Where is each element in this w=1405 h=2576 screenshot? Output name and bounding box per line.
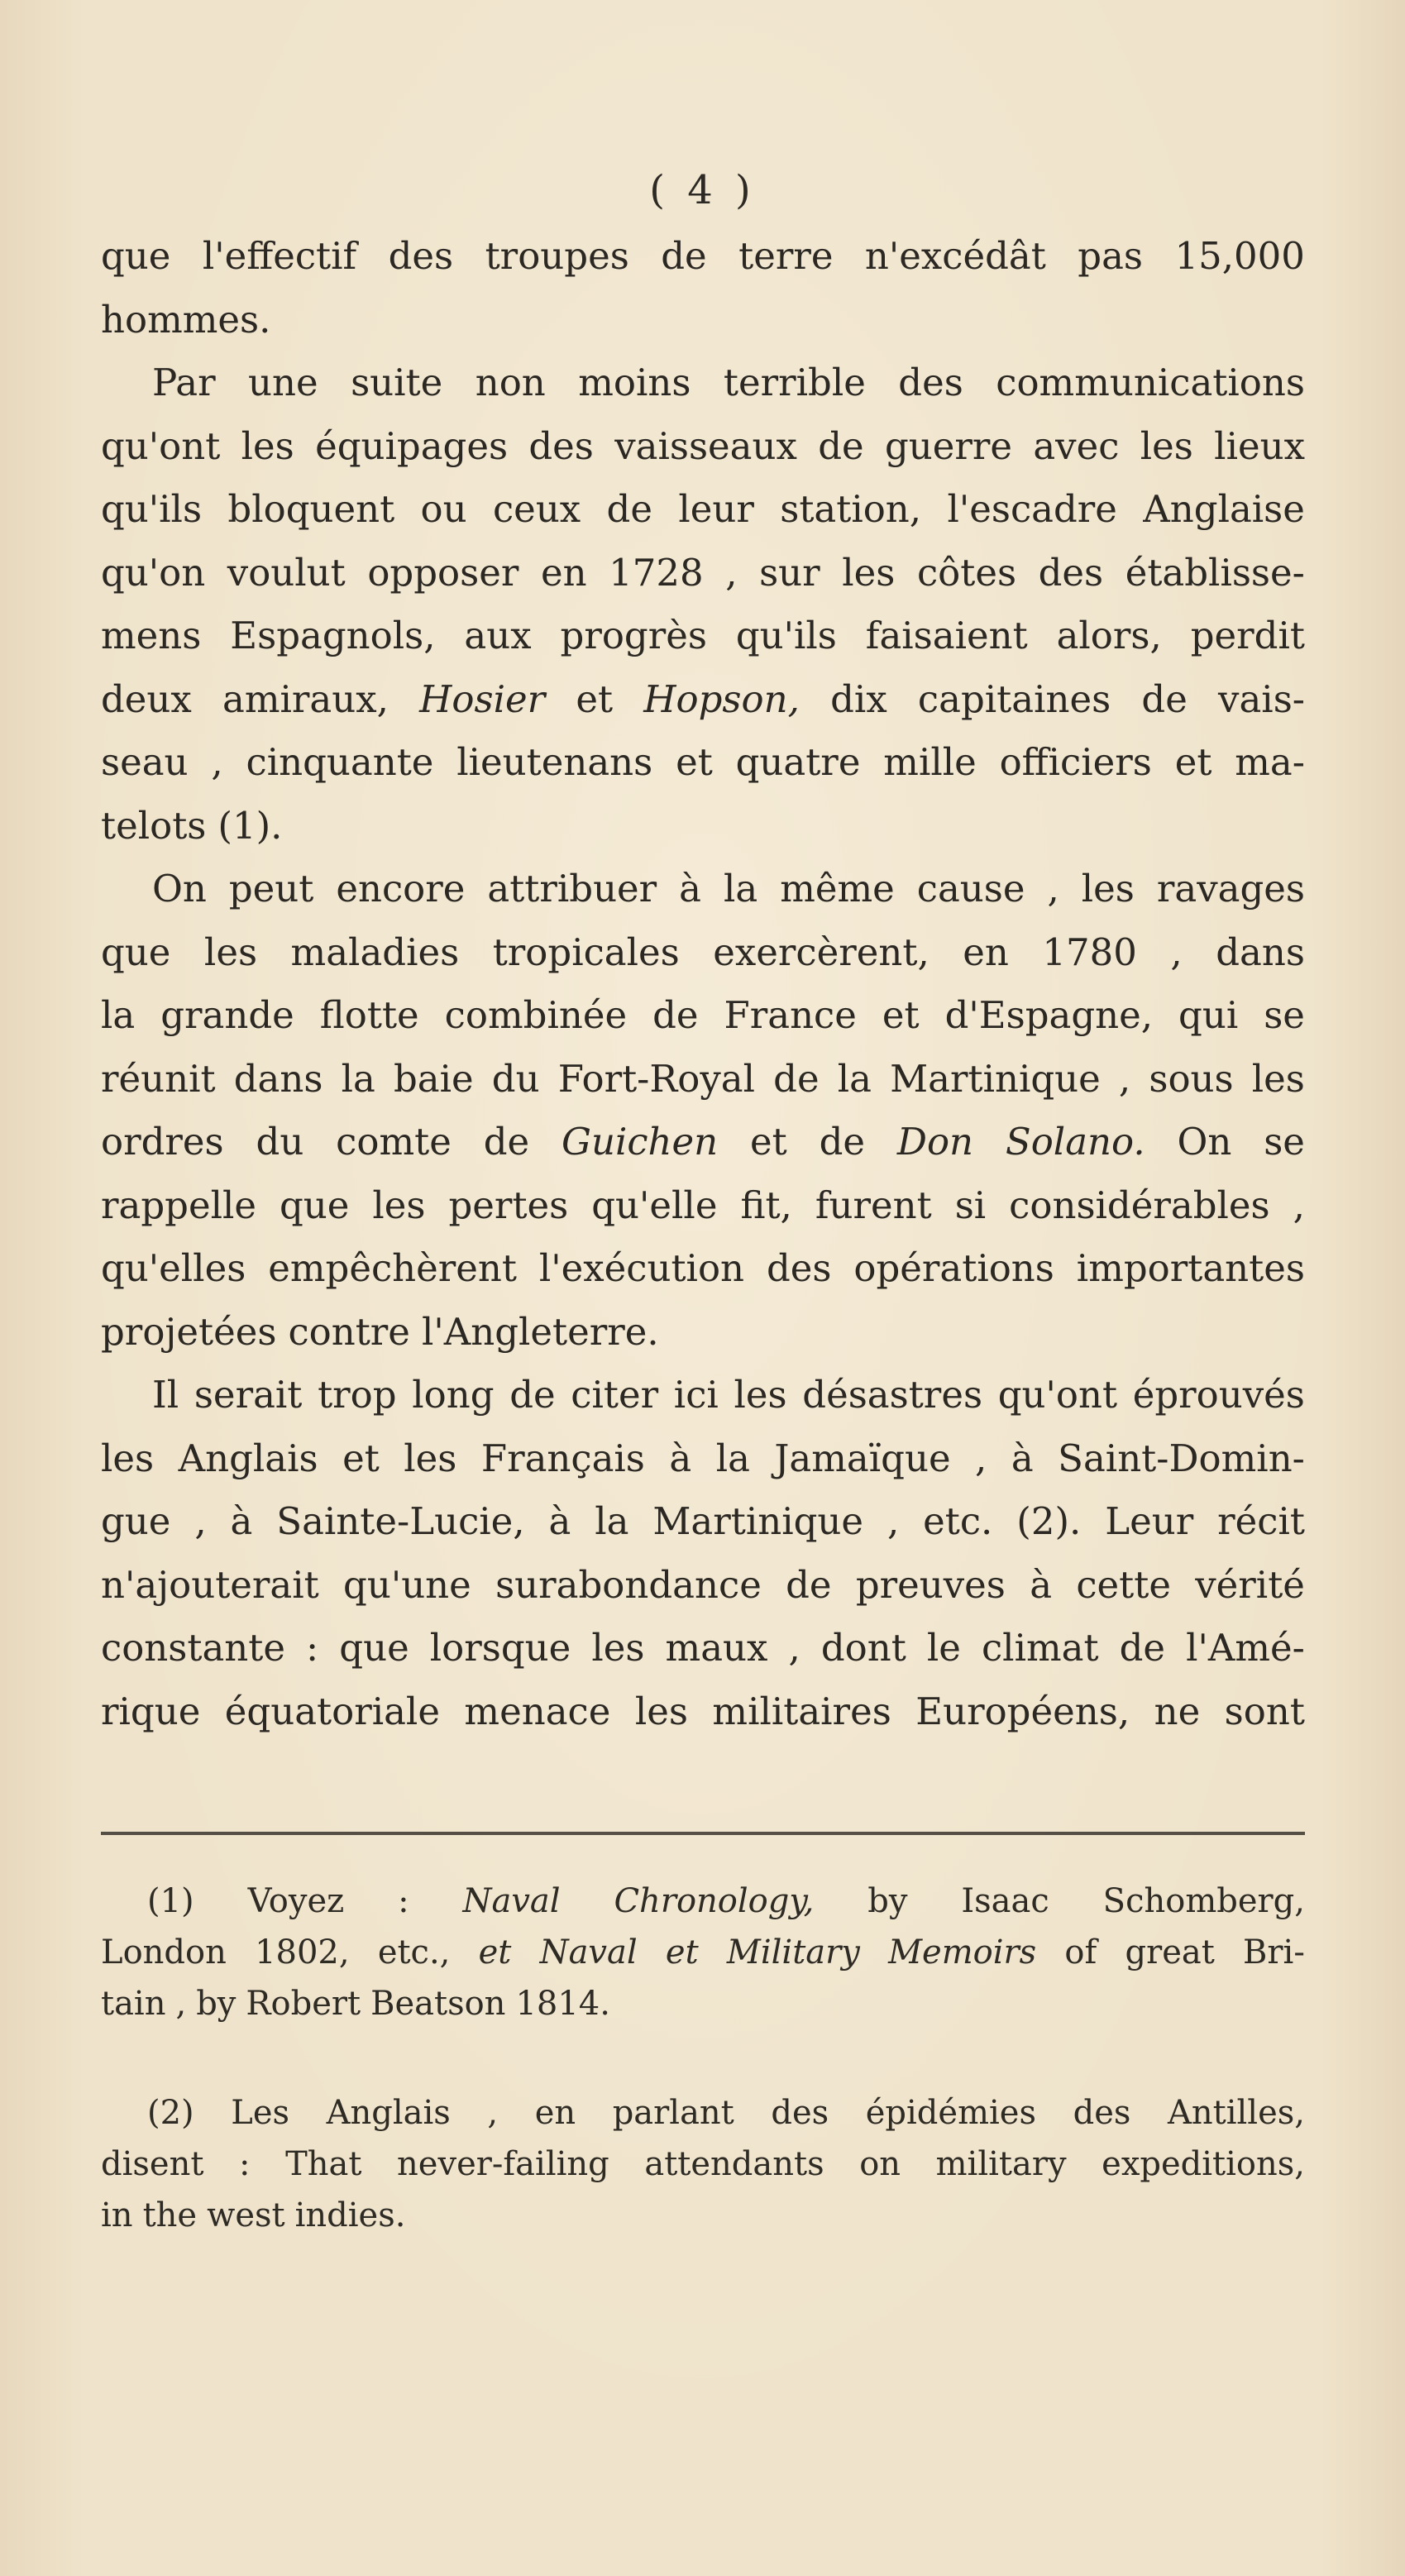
- word: importantes: [1076, 1246, 1305, 1290]
- word: Anglaise: [1143, 487, 1305, 531]
- word: lieux: [1214, 423, 1305, 468]
- word: cette: [1076, 1562, 1171, 1607]
- word: et: [576, 676, 614, 721]
- word: Guichen: [562, 1120, 719, 1164]
- word: exercèrent,: [713, 930, 929, 974]
- word: militaires: [712, 1689, 891, 1733]
- text-line: [101, 858, 1305, 921]
- word: de: [661, 234, 707, 278]
- word: 1780: [1042, 930, 1137, 974]
- word: et: [342, 1436, 380, 1480]
- page-number: ( 4 ): [649, 167, 756, 213]
- word: peut: [228, 867, 314, 910]
- word: de: [773, 1056, 820, 1101]
- word: deux: [101, 676, 192, 721]
- word: qu'ont: [101, 423, 221, 468]
- word: et: [665, 1933, 699, 1971]
- word: Schomberg,: [1102, 1882, 1305, 1920]
- word: ,: [886, 1499, 900, 1543]
- text-line: [101, 1617, 1305, 1680]
- word: l'Amé-: [1186, 1626, 1305, 1670]
- word: ne: [1154, 1689, 1201, 1733]
- word: ,: [1118, 1056, 1131, 1101]
- word: terrible: [723, 361, 866, 404]
- word: climat: [981, 1626, 1099, 1670]
- word: Anglais: [326, 2094, 451, 2132]
- word: encore: [336, 867, 466, 910]
- word: ravages: [1156, 867, 1305, 910]
- word: en: [534, 2094, 576, 2132]
- word: voulut: [227, 550, 346, 595]
- word: expeditions,: [1102, 2145, 1305, 2183]
- word: contre: [288, 1309, 410, 1354]
- word: à: [669, 1436, 692, 1480]
- text-line: [101, 1554, 1305, 1618]
- word: telots: [101, 803, 207, 848]
- word: ordres: [101, 1120, 224, 1164]
- word: Don: [896, 1120, 974, 1164]
- word: à: [548, 1499, 571, 1543]
- word: Memoirs: [888, 1933, 1037, 1971]
- text-line: [101, 415, 1305, 479]
- text-line: [101, 1111, 1305, 1174]
- footnotes: [101, 1876, 1305, 2241]
- word: les: [1081, 867, 1135, 910]
- word: de: [819, 1120, 866, 1164]
- word: éprouvés: [1132, 1373, 1305, 1417]
- footnote-1: [101, 1876, 1305, 2029]
- text-line: [101, 478, 1305, 542]
- word: la: [837, 1056, 872, 1101]
- word: ,: [175, 1985, 187, 2023]
- word: trop: [318, 1373, 397, 1417]
- text-line: [101, 1174, 1305, 1238]
- word: 1802,: [255, 1933, 350, 1971]
- word: la: [341, 1056, 375, 1101]
- text-line: [101, 1680, 1305, 1744]
- word: des: [766, 1246, 832, 1290]
- word: Voyez: [247, 1882, 345, 1920]
- footnote-gap: [101, 2029, 1305, 2087]
- word: 1728: [609, 550, 704, 595]
- word: et: [882, 993, 920, 1037]
- word: (2): [147, 2094, 194, 2132]
- word: alors,: [1056, 614, 1162, 657]
- word: à: [1030, 1562, 1053, 1607]
- word: Solano.: [1005, 1120, 1145, 1164]
- word: etc.: [923, 1499, 993, 1543]
- word: :: [398, 1882, 409, 1920]
- word: des: [898, 361, 963, 404]
- word: les: [842, 550, 896, 595]
- word: réunit: [101, 1056, 216, 1101]
- word: dans: [233, 1056, 323, 1101]
- word: France: [724, 993, 857, 1037]
- word: dix: [830, 676, 887, 721]
- word: long: [412, 1373, 495, 1417]
- word: mens: [101, 614, 202, 657]
- word: à: [230, 1499, 253, 1543]
- word: l'exécution: [538, 1246, 745, 1290]
- word: qu'ont: [997, 1373, 1118, 1417]
- word: Jamaïque: [774, 1436, 951, 1480]
- word: ,: [1047, 867, 1059, 910]
- word: preuves: [855, 1562, 1006, 1607]
- word: That: [285, 2145, 362, 2183]
- word: les: [591, 1626, 645, 1670]
- text-line: [101, 1427, 1305, 1491]
- word: station,: [780, 487, 922, 531]
- word: qu'elle: [591, 1183, 718, 1227]
- word: ma-: [1235, 740, 1305, 784]
- word: citer: [571, 1373, 659, 1417]
- word: en: [963, 930, 1009, 974]
- word: grande: [160, 993, 294, 1037]
- word: 15,000: [1174, 234, 1305, 278]
- word: se: [1264, 993, 1305, 1037]
- word: épidémies: [865, 2094, 1037, 2132]
- text-line: [101, 351, 1305, 415]
- word: furent: [815, 1183, 932, 1227]
- word: Il: [152, 1373, 179, 1417]
- word: moins: [578, 361, 691, 404]
- word: la: [101, 993, 136, 1037]
- word: la: [595, 1499, 629, 1543]
- word: qu'une: [343, 1562, 471, 1607]
- word: west: [207, 2196, 285, 2234]
- word: qu'elles: [101, 1246, 246, 1290]
- word: si: [954, 1183, 987, 1227]
- word: et: [1174, 740, 1212, 784]
- word: se: [1264, 1120, 1305, 1164]
- word: qu'ils: [735, 614, 837, 657]
- word: projetées: [101, 1309, 277, 1354]
- word: ,: [211, 740, 223, 784]
- text-line: [101, 795, 1305, 858]
- text-line: [101, 1301, 1305, 1364]
- word: les: [1140, 423, 1193, 468]
- word: tain: [101, 1985, 166, 2023]
- word: Isaac: [961, 1882, 1049, 1920]
- word: de: [818, 423, 864, 468]
- word: seau: [101, 740, 189, 784]
- body-text: [101, 225, 1305, 1743]
- word: sous: [1149, 1056, 1234, 1101]
- word: la: [723, 867, 758, 910]
- word: n'ajouterait: [101, 1562, 319, 1607]
- word: etc.,: [377, 1933, 451, 1971]
- word: Robert: [246, 1985, 361, 2023]
- word: sur: [759, 550, 820, 595]
- footnote-line: [101, 2087, 1305, 2139]
- word: les: [241, 423, 294, 468]
- text-line: [101, 921, 1305, 985]
- word: (1).: [217, 803, 283, 848]
- word: baie: [393, 1056, 474, 1101]
- word: établisse-: [1125, 550, 1305, 595]
- word: des: [1073, 2094, 1131, 2132]
- word: menace: [464, 1689, 611, 1733]
- word: l'Angleterre.: [421, 1309, 659, 1354]
- word: maladies: [290, 930, 460, 974]
- word: que: [101, 234, 171, 278]
- word: à: [1011, 1436, 1034, 1480]
- word: Martinique: [652, 1499, 864, 1543]
- word: et: [478, 1933, 512, 1971]
- word: aux: [464, 614, 532, 657]
- word: quatre: [735, 740, 861, 784]
- word: attendants: [644, 2145, 824, 2183]
- word: côtes: [916, 550, 1017, 595]
- word: équipages: [315, 423, 509, 468]
- word: les: [1251, 1056, 1305, 1101]
- word: même: [780, 867, 895, 910]
- word: des: [1038, 550, 1104, 595]
- word: Fort-Royal: [557, 1056, 755, 1101]
- word: the: [142, 2196, 198, 2234]
- footnote-line: [101, 2139, 1305, 2190]
- text-line: [101, 1364, 1305, 1427]
- footnote-line: [101, 1876, 1305, 1927]
- word: troupes: [485, 234, 629, 278]
- word: Hosier: [419, 676, 546, 721]
- text-line: [101, 731, 1305, 795]
- word: mille: [883, 740, 977, 784]
- word: Sainte-Lucie,: [276, 1499, 525, 1543]
- text-line: [101, 542, 1305, 605]
- word: des: [528, 423, 594, 468]
- word: à: [679, 867, 702, 910]
- word: 1814.: [515, 1985, 610, 2023]
- word: considérables: [1009, 1183, 1270, 1227]
- word: flotte: [319, 993, 419, 1037]
- word: l'escadre: [947, 487, 1117, 531]
- word: ,: [487, 2094, 499, 2132]
- word: de: [606, 487, 652, 531]
- text-line: [101, 984, 1305, 1048]
- word: l'effectif: [202, 234, 357, 278]
- word: Les: [231, 2094, 290, 2132]
- word: que: [339, 1626, 409, 1670]
- word: comte: [336, 1120, 452, 1164]
- word: gue: [101, 1499, 171, 1543]
- word: London: [101, 1933, 227, 1971]
- word: maux: [665, 1626, 768, 1670]
- word: dans: [1216, 930, 1305, 974]
- word: surabondance: [495, 1562, 762, 1607]
- word: Chronology,: [614, 1882, 815, 1920]
- word: lorsque: [429, 1626, 571, 1670]
- word: ici: [673, 1373, 719, 1417]
- word: great: [1125, 1933, 1215, 1971]
- word: of: [1064, 1933, 1097, 1971]
- word: des: [388, 234, 454, 278]
- word: Anglais: [178, 1436, 318, 1480]
- word: des: [771, 2094, 829, 2132]
- word: les: [372, 1183, 426, 1227]
- footnote-line: [101, 1978, 1305, 2029]
- word: hommes.: [101, 297, 271, 342]
- word: que: [101, 930, 171, 974]
- word: une: [248, 361, 318, 404]
- word: dont: [820, 1626, 906, 1670]
- word: les: [404, 1436, 457, 1480]
- word: équatoriale: [224, 1689, 440, 1733]
- word: progrès: [560, 614, 707, 657]
- footnote-2: [101, 2087, 1305, 2241]
- word: attribuer: [487, 867, 657, 910]
- word: que: [279, 1183, 350, 1227]
- word: On: [1177, 1120, 1232, 1164]
- word: :: [306, 1626, 319, 1670]
- word: empêchèrent: [268, 1246, 517, 1290]
- word: d'Espagne,: [944, 993, 1154, 1037]
- text-line: [101, 289, 1305, 352]
- word: Par: [152, 361, 216, 404]
- word: et: [676, 740, 713, 784]
- word: military: [935, 2145, 1067, 2183]
- word: ,: [1293, 1183, 1305, 1227]
- footnote-line: [101, 1927, 1305, 1978]
- word: les: [734, 1373, 787, 1417]
- word: Leur: [1105, 1499, 1194, 1543]
- word: Martinique: [890, 1056, 1101, 1101]
- word: Saint-Domin-: [1058, 1436, 1305, 1480]
- word: cinquante: [246, 740, 434, 784]
- word: de: [483, 1120, 530, 1164]
- word: rique: [101, 1689, 201, 1733]
- word: indies.: [294, 2196, 406, 2234]
- word: la: [715, 1436, 750, 1480]
- word: du: [256, 1120, 304, 1164]
- word: Naval: [462, 1882, 561, 1920]
- word: terre: [738, 234, 834, 278]
- word: sont: [1224, 1689, 1305, 1733]
- word: vérité: [1195, 1562, 1305, 1607]
- text-line: [101, 1048, 1305, 1111]
- word: ,: [788, 1626, 800, 1670]
- word: ,: [194, 1499, 207, 1543]
- word: in: [101, 2196, 133, 2234]
- word: ,: [725, 550, 738, 595]
- word: le: [926, 1626, 961, 1670]
- footnote-line: [101, 2190, 1305, 2241]
- word: Bri-: [1243, 1933, 1305, 1971]
- word: qu'ils: [101, 487, 203, 531]
- footnote-separator: [101, 1832, 1305, 1835]
- word: de: [652, 993, 699, 1037]
- word: récit: [1217, 1499, 1305, 1543]
- word: Naval: [539, 1933, 638, 1971]
- word: cause: [916, 867, 1025, 910]
- word: :: [239, 2145, 251, 2183]
- word: perdit: [1190, 614, 1305, 657]
- word: n'excédât: [864, 234, 1046, 278]
- word: lieutenans: [456, 740, 653, 784]
- word: guerre: [884, 423, 1013, 468]
- word: ou: [420, 487, 467, 531]
- word: never-failing: [397, 2145, 609, 2183]
- text-line: [101, 225, 1305, 289]
- word: Military: [726, 1933, 860, 1971]
- text-line: [101, 1237, 1305, 1301]
- word: (1): [147, 1882, 194, 1920]
- word: communications: [996, 361, 1305, 404]
- word: vais-: [1218, 676, 1305, 721]
- word: officiers: [999, 740, 1152, 784]
- word: disent: [101, 2145, 204, 2183]
- word: suite: [351, 361, 443, 404]
- word: de: [1141, 676, 1188, 721]
- word: qui: [1178, 993, 1239, 1037]
- word: opposer: [367, 550, 519, 595]
- word: Espagnols,: [230, 614, 436, 657]
- word: de: [1119, 1626, 1166, 1670]
- word: amiraux,: [222, 676, 389, 721]
- word: by: [196, 1985, 237, 2023]
- word: (2).: [1016, 1499, 1082, 1543]
- text-line: [101, 605, 1305, 668]
- word: combinée: [444, 993, 628, 1037]
- text-line: [101, 1490, 1305, 1554]
- word: Antilles,: [1167, 2094, 1305, 2132]
- word: ceux: [492, 487, 581, 531]
- word: et: [750, 1120, 787, 1164]
- word: parlant: [612, 2094, 734, 2132]
- word: on: [859, 2145, 901, 2183]
- word: pertes: [448, 1183, 569, 1227]
- word: by: [867, 1882, 908, 1920]
- word: de: [786, 1562, 832, 1607]
- word: Européens,: [915, 1689, 1130, 1733]
- word: constante: [101, 1626, 285, 1670]
- word: non: [475, 361, 546, 404]
- word: faisaient: [865, 614, 1028, 657]
- word: leur: [678, 487, 754, 531]
- word: fit,: [740, 1183, 792, 1227]
- word: du: [491, 1056, 540, 1101]
- word: désastres: [802, 1373, 983, 1417]
- word: Hopson,: [643, 676, 800, 721]
- word: de: [509, 1373, 556, 1417]
- word: ,: [1170, 930, 1183, 974]
- word: pas: [1078, 234, 1144, 278]
- word: serait: [194, 1373, 303, 1417]
- word: rappelle: [101, 1183, 256, 1227]
- word: en: [540, 550, 587, 595]
- word: vaisseaux: [614, 423, 797, 468]
- word: Beatson: [370, 1985, 506, 2023]
- word: les: [101, 1436, 155, 1480]
- word: tropicales: [492, 930, 680, 974]
- word: opérations: [853, 1246, 1054, 1290]
- word: capitaines: [917, 676, 1111, 721]
- word: bloquent: [227, 487, 395, 531]
- word: Français: [480, 1436, 645, 1480]
- word: avec: [1033, 423, 1120, 468]
- word: les: [203, 930, 258, 974]
- word: ,: [975, 1436, 987, 1480]
- word: qu'on: [101, 550, 206, 595]
- word: On: [152, 867, 207, 910]
- text-line: [101, 668, 1305, 732]
- word: les: [634, 1689, 688, 1733]
